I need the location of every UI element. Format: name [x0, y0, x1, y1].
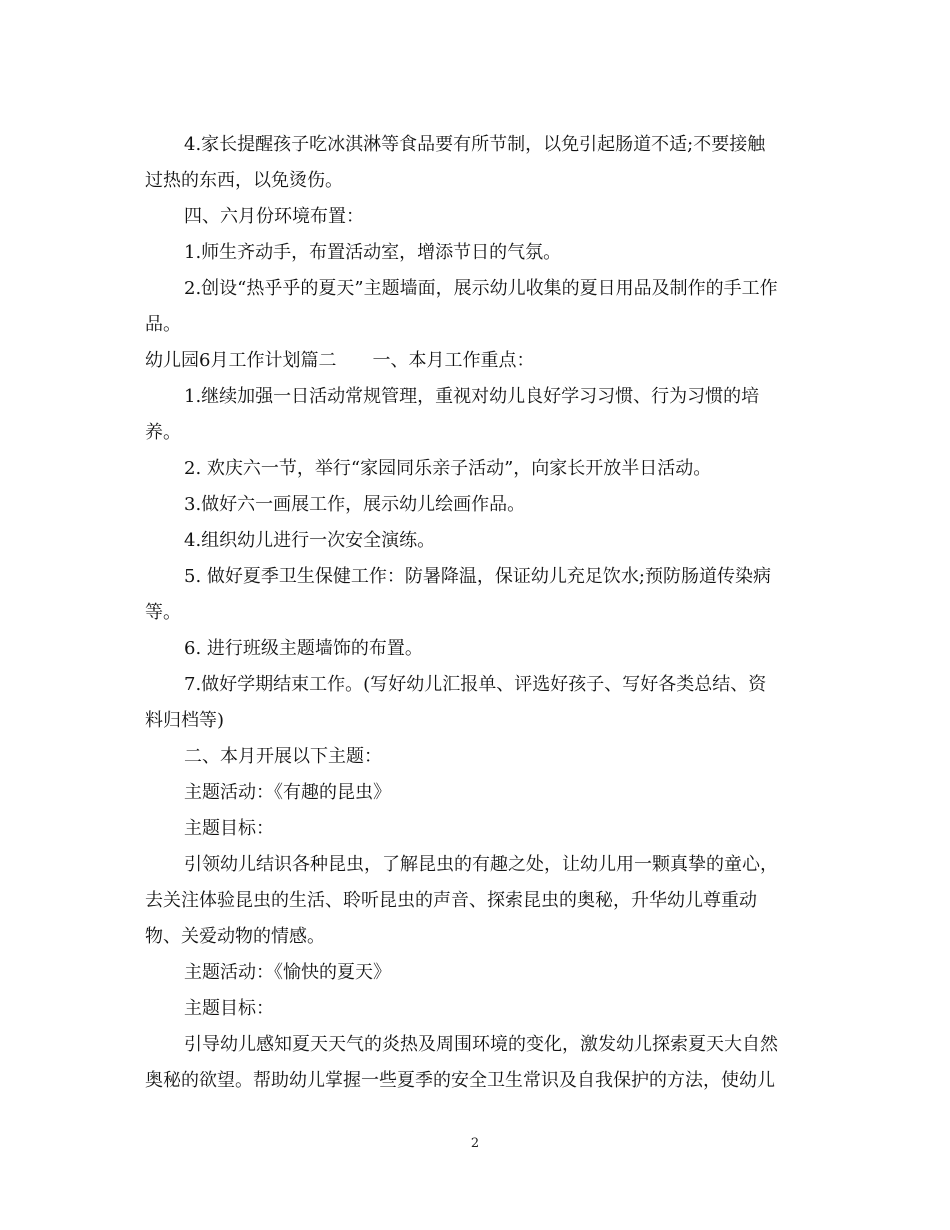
document-body [145, 127, 805, 1099]
text-line: 物、关爱动物的情感。 [145, 926, 325, 947]
text-line: 二、本月开展以下主题： [184, 746, 382, 767]
text-line: 1.师生齐动手，布置活动室，增添节日的气氛。 [184, 242, 562, 263]
text-line: 四、六月份环境布置： [184, 206, 364, 227]
text-line: 2. 欢庆六一节，举行“家园同乐亲子活动”，向家长开放半日活动。 [184, 458, 712, 479]
text-line: 养。 [145, 422, 181, 443]
text-line: 1.继续加强一日活动常规管理，重视对幼儿良好学习习惯、行为习惯的培 [184, 386, 760, 407]
text-line: 主题目标： [184, 998, 274, 1019]
page-number: 2 [470, 1136, 480, 1151]
text-line: 2.创设“热乎乎的夏天”主题墙面，展示幼儿收集的夏日用品及制作的手工作 [184, 278, 778, 299]
text-line: 3.做好六一画展工作，展示幼儿绘画作品。 [184, 494, 526, 515]
text-line: 料归档等) [145, 710, 225, 731]
text-line: 品。 [145, 314, 181, 335]
text-line: 奥秘的欲望。帮助幼儿掌握一些夏季的安全卫生常识及自我保护的方法，使幼儿 [145, 1070, 775, 1091]
text-line: 主题活动：《有趣的昆虫》 [184, 782, 391, 803]
text-line: 过热的东西，以免烫伤。 [145, 170, 343, 191]
text-line: 7.做好学期结束工作。(写好幼儿汇报单、评选好孩子、写好各类总结、资 [184, 674, 767, 695]
text-line: 4.组织幼儿进行一次安全演练。 [184, 530, 436, 551]
text-line: 幼儿园6月工作计划篇二 一、本月工作重点： [145, 350, 535, 371]
text-line: 5. 做好夏季卫生保健工作：防暑降温，保证幼儿充足饮水;预防肠道传染病 [184, 566, 771, 587]
text-line: 主题活动：《愉快的夏天》 [184, 962, 391, 983]
text-line: 引导幼儿感知夏天天气的炎热及周围环境的变化，激发幼儿探索夏天大自然 [184, 1034, 778, 1055]
text-line: 6. 进行班级主题墙饰的布置。 [184, 638, 423, 659]
text-line: 等。 [145, 602, 181, 623]
text-line: 4.家长提醒孩子吃冰淇淋等食品要有所节制，以免引起肠道不适;不要接触 [184, 134, 766, 155]
text-line: 去关注体验昆虫的生活、聆听昆虫的声音、探索昆虫的奥秘，升华幼儿尊重动 [145, 890, 757, 911]
text-line: 引领幼儿结识各种昆虫，了解昆虫的有趣之处，让幼儿用一颗真挚的童心， [184, 854, 778, 875]
text-line: 主题目标： [184, 818, 274, 839]
